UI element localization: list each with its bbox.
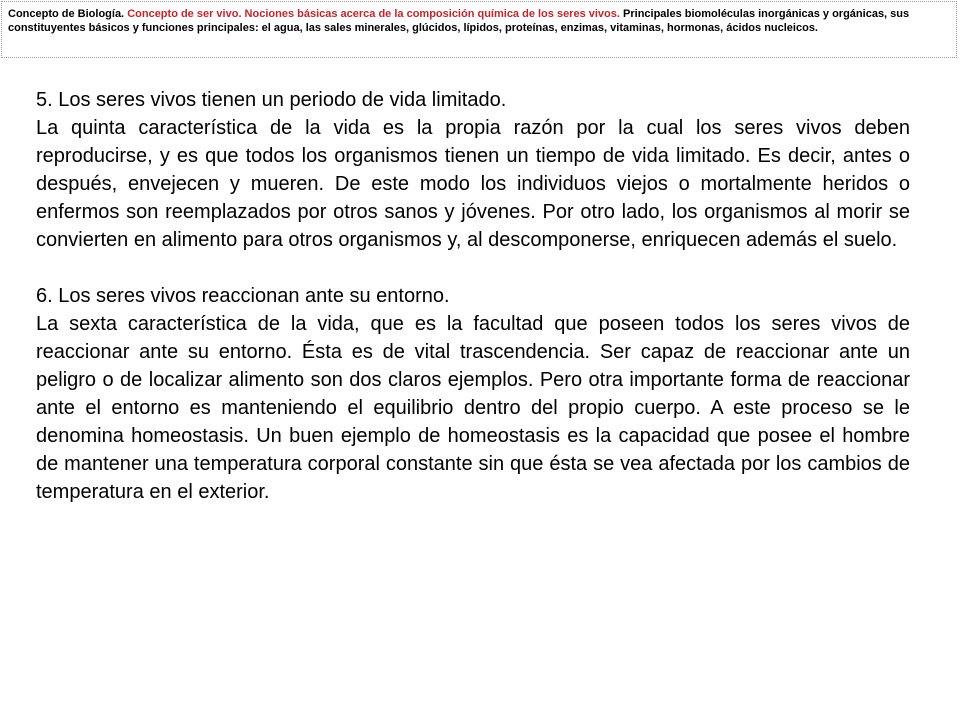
header-topic-continuation: Principales biomoléculas inorgánicas y orgánicas, sus constituyentes básicos y funciones principales: el agua, las sales minerales, glúcidos, lípidos, proteínas, enzimas, vitaminas, hormonas, ácidos nucleicos.	[8, 8, 910, 34]
section-5-heading: 5. Los seres vivos tienen un periodo de vida limitado.	[36, 89, 507, 111]
section-5-body: La quinta característica de la vida es la propia razón por la cual los seres vivos deben reproducirse, y es que todos los organismos tienen un tiempo de vida limitado. Es decir, antes o después, envejecen y mueren. De este modo los individuos viejos o mortalmente heridos o enfermos son reemplazados por otros sanos y jóvenes. Por otro lado, los organismos al morir se convierten en alimento para otros organismos y, al descomponerse, enriquecen además el suelo.	[36, 117, 910, 251]
section-6	[36, 282, 910, 506]
slide-content	[36, 86, 910, 506]
header-topic-text: Concepto de Biología.	[8, 8, 125, 20]
section-6-heading: 6. Los seres vivos reaccionan ante su entorno.	[36, 285, 450, 307]
section-6-body: La sexta característica de la vida, que es la facultad que poseen todos los seres vivos de reaccionar ante su entorno. Ésta es de vital trascendencia. Ser capaz de reaccionar ante un peligro o de localizar alimento son dos claros ejemplos. Pero otra importante forma de reaccionar ante el entorno es manteniendo el equilibrio dentro del propio cuerpo. A este proceso se le denomina homeostasis. Un buen ejemplo de homeostasis es la capacidad que posee el hombre de mantener una temperatura corporal constante sin que ésta se vea afectada por los cambios de temperatura en el exterior.	[36, 313, 910, 503]
section-5	[36, 86, 910, 254]
topic-header	[1, 1, 957, 58]
header-highlighted-topic: Concepto de ser vivo. Nociones básicas acerca de la composición química de los seres vivos.	[127, 8, 620, 20]
